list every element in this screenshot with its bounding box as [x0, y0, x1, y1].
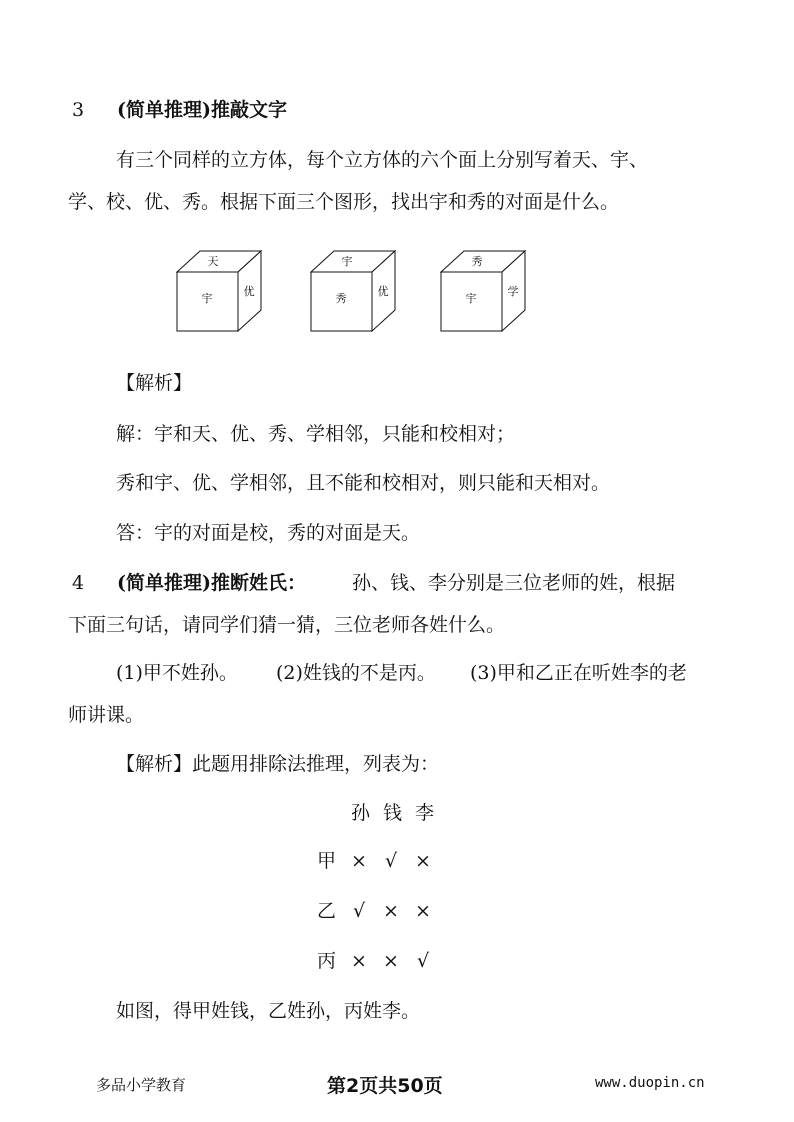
solution-line-1: 解：宇和天、优、秀、学相邻，只能和校相对；	[116, 423, 516, 445]
cube-3-top-label: 秀	[471, 255, 483, 268]
problem3-heading: (简单推理)推敲文字	[117, 99, 287, 121]
footer-page-number: 第2页共50页	[327, 1075, 443, 1097]
problem4-text-line1: 孙、钱、李分别是三位老师的姓，根据	[352, 572, 676, 594]
table-cell: ×	[415, 900, 431, 922]
cube-1-top-label: 天	[207, 255, 219, 268]
cube-1-front-label: 宇	[201, 292, 213, 305]
cube-3-right-label: 学	[507, 285, 519, 298]
clue-1: (1)甲不姓孙。	[116, 662, 238, 684]
cube-2-top-label: 宇	[341, 255, 353, 268]
problem3-number: 3	[72, 99, 85, 121]
footer-website: www.duopin.cn	[595, 1075, 705, 1091]
table-cell: ×	[415, 850, 431, 872]
cube-3-front-label: 宇	[465, 292, 477, 305]
problem4-number: 4	[72, 572, 85, 594]
conclusion-line: 如图，得甲姓钱，乙姓孙，丙姓李。	[116, 1000, 421, 1022]
solution-line-2: 秀和宇、优、学相邻，且不能和校相对，则只能和天相对。	[116, 472, 611, 494]
table-cell: √	[417, 950, 430, 972]
clue-3-line2: 师讲课。	[68, 704, 145, 726]
problem3-text-line2: 学、校、优、秀。根据下面三个图形，找出宇和秀的对面是什么。	[68, 191, 620, 213]
problem4-text-line2: 下面三句话，请同学们猜一猜，三位老师各姓什么。	[68, 614, 506, 636]
table-cell: ×	[383, 900, 399, 922]
cube-2-front-label: 秀	[335, 292, 347, 305]
table-row-label-jia: 甲	[317, 850, 337, 872]
table-cell: √	[353, 900, 366, 922]
table-header-qian: 钱	[383, 802, 403, 824]
table-header-sun: 孙	[351, 802, 371, 824]
table-cell: ×	[351, 950, 367, 972]
problem4-heading: (简单推理)推断姓氏：	[117, 572, 306, 594]
footer-left: 多品小学教育	[96, 1076, 187, 1094]
table-row-label-yi: 乙	[317, 900, 337, 922]
cube-2-right-label: 优	[377, 285, 389, 298]
table-cell: ×	[383, 950, 399, 972]
analysis-label-1: 【解析】	[116, 372, 193, 394]
answer-line: 答：宇的对面是校，秀的对面是天。	[116, 522, 421, 544]
table-row-label-bing: 丙	[317, 950, 337, 972]
problem3-text-line1: 有三个同样的立方体，每个立方体的六个面上分别写着天、宇、	[116, 149, 649, 171]
clue-2: (2)姓钱的不是丙。	[276, 662, 436, 684]
cube-1-right-label: 优	[243, 285, 255, 298]
table-header-li: 李	[415, 802, 435, 824]
table-cell: ×	[351, 850, 367, 872]
clue-3-line1: (3)甲和乙正在听姓李的老	[470, 662, 687, 684]
analysis-line-2: 【解析】此题用排除法推理，列表为：	[116, 753, 440, 775]
table-cell: √	[385, 850, 398, 872]
